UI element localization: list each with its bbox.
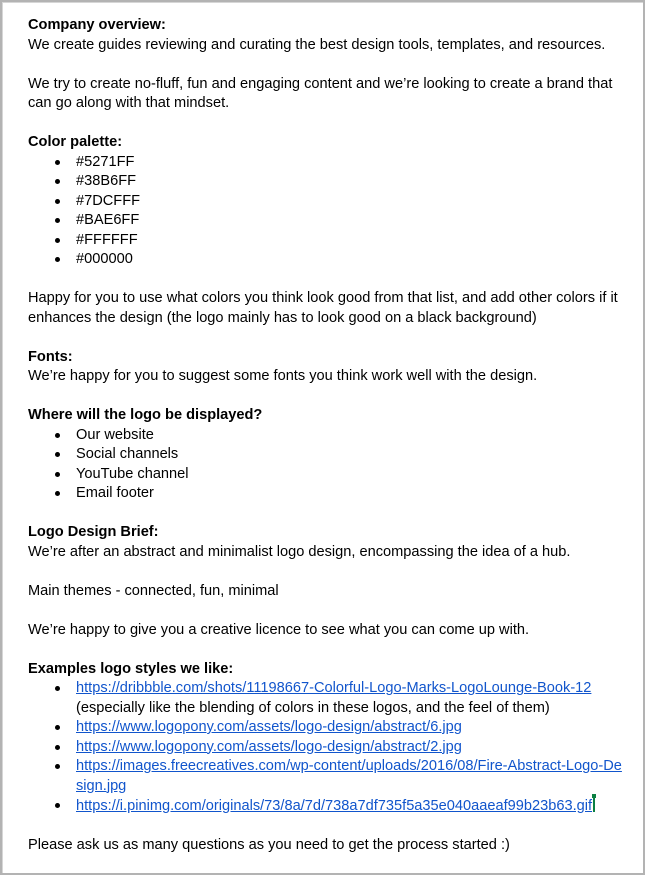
color-item: #000000 bbox=[76, 250, 628, 270]
logo-brief-text: We’re after an abstract and minimalist logo design, encompassing the idea of a hub. bbox=[28, 543, 571, 560]
example-note: (especially like the blending of colors in these logos, and the feel of them) bbox=[76, 699, 550, 716]
company-overview-heading: Company overview: bbox=[28, 17, 166, 33]
example-item bbox=[76, 718, 628, 738]
examples-list bbox=[28, 679, 628, 817]
display-item: YouTube channel bbox=[76, 465, 628, 485]
example-item bbox=[76, 679, 628, 718]
examples-heading: Examples logo styles we like: bbox=[28, 660, 234, 677]
color-item: #BAE6FF bbox=[76, 211, 628, 231]
display-item: Social channels bbox=[76, 445, 628, 465]
logo-display-list bbox=[28, 426, 628, 504]
example-link[interactable]: https://www.logopony.com/assets/logo-design/abstract/2.jpg bbox=[76, 738, 462, 755]
display-item: Email footer bbox=[76, 484, 628, 504]
example-item bbox=[76, 757, 628, 796]
example-item bbox=[76, 796, 628, 817]
creative-licence-text: We’re happy to give you a creative licence to see what you can come up with. bbox=[28, 621, 530, 638]
fonts-text: We’re happy for you to suggest some fonts you think work well with the design. bbox=[28, 368, 538, 384]
example-link[interactable]: https://images.freecreatives.com/wp-content/uploads/2016/08/Fire-Abstract-Logo-Design.jpg bbox=[76, 758, 622, 794]
logo-brief-heading: Logo Design Brief: bbox=[28, 524, 159, 540]
fonts-heading: Fonts: bbox=[28, 348, 73, 365]
main-themes-text: Main themes - connected, fun, minimal bbox=[28, 582, 279, 599]
color-item: #FFFFFF bbox=[76, 231, 628, 251]
example-link[interactable]: https://www.logopony.com/assets/logo-design/abstract/6.jpg bbox=[76, 719, 462, 735]
company-mindset-text: We try to create no-fluff, fun and engaging content and we’re looking to create a brand that can go along with that mindset. bbox=[28, 75, 613, 111]
color-palette-note: Happy for you to use what colors you think look good from that list, and add other colors if it enhances the design (the logo mainly has to look good on a black background) bbox=[28, 290, 618, 326]
example-link[interactable]: https://i.pinimg.com/originals/73/8a/7d/738a7df735f5a35e040aaeaf99b23b63.gif bbox=[76, 798, 593, 814]
color-palette-list bbox=[28, 153, 628, 270]
color-item: #5271FF bbox=[76, 153, 628, 173]
color-item: #7DCFFF bbox=[76, 192, 628, 212]
logo-display-heading: Where will the logo be displayed? bbox=[28, 407, 263, 423]
closing-text: Please ask us as many questions as you need to get the process started :) bbox=[28, 837, 510, 853]
color-palette-heading: Color palette: bbox=[28, 134, 123, 150]
color-item: #38B6FF bbox=[76, 172, 628, 192]
display-item: Our website bbox=[76, 426, 628, 446]
example-link[interactable]: https://dribbble.com/shots/11198667-Colorful-Logo-Marks-LogoLounge-Book-12 bbox=[76, 680, 592, 696]
company-overview-text: We create guides reviewing and curating the best design tools, templates, and resources. bbox=[28, 36, 606, 53]
document-body[interactable] bbox=[28, 16, 628, 856]
example-item bbox=[76, 738, 628, 758]
text-cursor bbox=[593, 796, 595, 812]
